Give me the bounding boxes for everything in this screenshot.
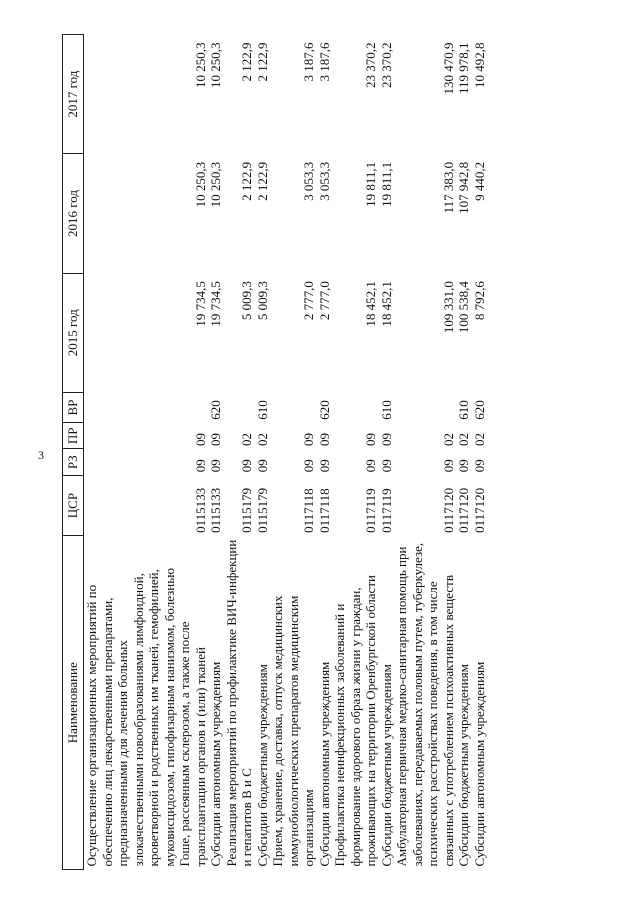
- row-pr: 09: [316, 432, 332, 446]
- row-csr: 0117120: [440, 487, 456, 533]
- row-vr: [84, 392, 209, 422]
- row-2015: 5 009,3: [254, 281, 270, 321]
- row-2017: 3 187,6: [301, 42, 316, 82]
- budget-table: [62, 34, 487, 870]
- row-name: Осуществление организационных мероприятий по обеспечению лиц лекарственными препаратами, предназначенными для лечения больных злокачественными новообразованиями лимфоидной, кроветворной и родственных им тканей, гемофилией, муковисцидозом, гипофизарным нанизмом, болезнью Гоше, рассеянным склерозом, а также после трансплантации органов и (или) тканей: [84, 568, 208, 867]
- row-vr: [394, 392, 456, 422]
- row-2017: 2 122,9: [254, 42, 270, 82]
- row-name: Амбулаторная первичная медико-санитарная помощь при заболеваниях, передаваемых половым путем, туберкулезе, психических расстройствах поведения, в том числе связанных с употреблением психоактивных веществ: [394, 542, 456, 867]
- row-csr: 0117119: [363, 488, 378, 533]
- row-2016: 3 053,3: [301, 161, 316, 201]
- header-2016: 2016 год: [63, 154, 84, 273]
- row-rz: 09: [456, 459, 471, 473]
- row-csr: 0115133: [192, 487, 208, 533]
- table-row: [332, 35, 379, 870]
- row-2016: 3 053,3: [316, 161, 332, 201]
- row-2017: 10 250,3: [208, 42, 223, 88]
- row-2016: 2 122,9: [254, 161, 270, 201]
- row-vr: [332, 392, 379, 422]
- row-2017: 10 492,8: [471, 42, 487, 88]
- row-name: Субсидии автономным учреждениям: [316, 661, 332, 867]
- row-2016: 10 250,3: [208, 161, 223, 208]
- header-2015: 2015 год: [63, 273, 84, 392]
- row-name: Реализация мероприятий по профилактике ВИЧ-инфекции и гепатитов В и С: [223, 539, 254, 867]
- table-row: [472, 35, 488, 870]
- row-rz: 09: [301, 459, 316, 473]
- row-2016: 117 383,0: [440, 161, 456, 214]
- row-rz: 09: [316, 459, 332, 473]
- row-vr: [270, 392, 317, 422]
- row-2015: 19 734,5: [208, 281, 223, 327]
- row-pr: 09: [208, 432, 223, 446]
- table-row: [84, 35, 209, 870]
- table-row: [456, 35, 472, 870]
- row-name: Субсидии бюджетным учреждениям: [378, 664, 394, 867]
- row-vr: 610: [254, 400, 270, 420]
- row-csr: 0117118: [316, 488, 332, 533]
- row-2016: 10 250,3: [192, 161, 208, 208]
- row-rz: 09: [208, 459, 223, 473]
- row-2017: 130 470,9: [440, 42, 456, 95]
- row-2015: 19 734,5: [192, 281, 208, 327]
- row-name: Профилактика неинфекционных заболеваний и формирование здорового образа жизни у граждан, проживающих на территории Оренбургской области: [332, 575, 378, 867]
- row-2016: 19 811,1: [378, 161, 394, 207]
- row-pr: 02: [239, 432, 254, 446]
- table-row: [224, 35, 255, 870]
- row-2015: 8 792,6: [471, 281, 487, 321]
- row-name: Субсидии автономным учреждениям: [471, 661, 487, 867]
- row-rz: 09: [440, 459, 456, 473]
- budget-table-rotated: [62, 34, 582, 870]
- row-csr: 0115133: [208, 487, 223, 533]
- row-2017: 23 370,2: [378, 42, 394, 88]
- row-vr: 620: [316, 400, 332, 420]
- table-row: [255, 35, 271, 870]
- row-csr: 0115179: [254, 487, 270, 533]
- table-row: [270, 35, 317, 870]
- row-vr: 610: [456, 400, 471, 420]
- row-pr: 02: [440, 432, 456, 446]
- row-2017: 119 978,1: [456, 42, 471, 95]
- row-name: Субсидии бюджетным учреждениям: [254, 664, 270, 867]
- table-row: [208, 35, 224, 870]
- row-pr: 09: [301, 432, 316, 446]
- row-rz: 09: [363, 459, 378, 473]
- row-2016: 19 811,1: [363, 161, 378, 207]
- row-2017: 23 370,2: [363, 42, 378, 88]
- row-2015: 109 331,0: [440, 281, 456, 334]
- row-pr: 09: [378, 432, 394, 446]
- row-2015: 2 777,0: [316, 281, 332, 321]
- row-2015: 100 538,4: [456, 281, 471, 334]
- row-2016: 2 122,9: [239, 161, 254, 201]
- header-name: Наименование: [63, 536, 84, 870]
- row-csr: 0117120: [456, 487, 471, 533]
- row-rz: 09: [192, 459, 208, 473]
- row-2015: 5 009,3: [239, 281, 254, 321]
- row-csr: 0117119: [378, 488, 394, 533]
- row-2016: 9 440,2: [471, 161, 487, 201]
- row-rz: 09: [239, 459, 254, 473]
- row-rz: 09: [254, 459, 270, 473]
- row-name: Субсидии автономным учреждениям: [208, 661, 223, 867]
- row-vr: 620: [208, 400, 223, 420]
- row-vr: [224, 392, 255, 422]
- row-2017: 10 250,3: [192, 42, 208, 88]
- row-2017: 2 122,9: [239, 42, 254, 82]
- row-name: Субсидии бюджетным учреждениям: [456, 664, 471, 867]
- row-pr: 09: [363, 432, 378, 446]
- row-2016: 107 942,8: [456, 161, 471, 214]
- row-csr: 0117120: [471, 487, 487, 533]
- row-pr: 02: [471, 432, 487, 446]
- header-pr: ПР: [63, 423, 84, 449]
- row-pr: 02: [456, 432, 471, 446]
- row-rz: 09: [471, 459, 487, 473]
- table-row: [317, 35, 333, 870]
- row-csr: 0115179: [239, 487, 254, 533]
- table-row: [394, 35, 456, 870]
- row-vr: 610: [378, 400, 394, 420]
- row-name: Прием, хранение, доставка, отпуск медицинских иммунобиологических препаратов медицинским организациям: [270, 595, 316, 867]
- row-pr: 02: [254, 432, 270, 446]
- row-2015: 18 452,1: [378, 281, 394, 327]
- row-2015: 18 452,1: [363, 281, 378, 327]
- header-rz: РЗ: [63, 449, 84, 475]
- row-rz: 09: [378, 459, 394, 473]
- header-csr: ЦСР: [63, 475, 84, 536]
- row-csr: 0117118: [301, 488, 316, 533]
- header-vr: ВР: [63, 392, 84, 422]
- header-2017: 2017 год: [63, 35, 84, 154]
- row-2015: 2 777,0: [301, 281, 316, 321]
- row-vr: 620: [471, 400, 487, 420]
- page-number: 3: [38, 448, 44, 462]
- row-2017: 3 187,6: [316, 42, 332, 82]
- row-pr: 09: [192, 432, 208, 446]
- table-header-row: [63, 35, 84, 870]
- table-row: [379, 35, 395, 870]
